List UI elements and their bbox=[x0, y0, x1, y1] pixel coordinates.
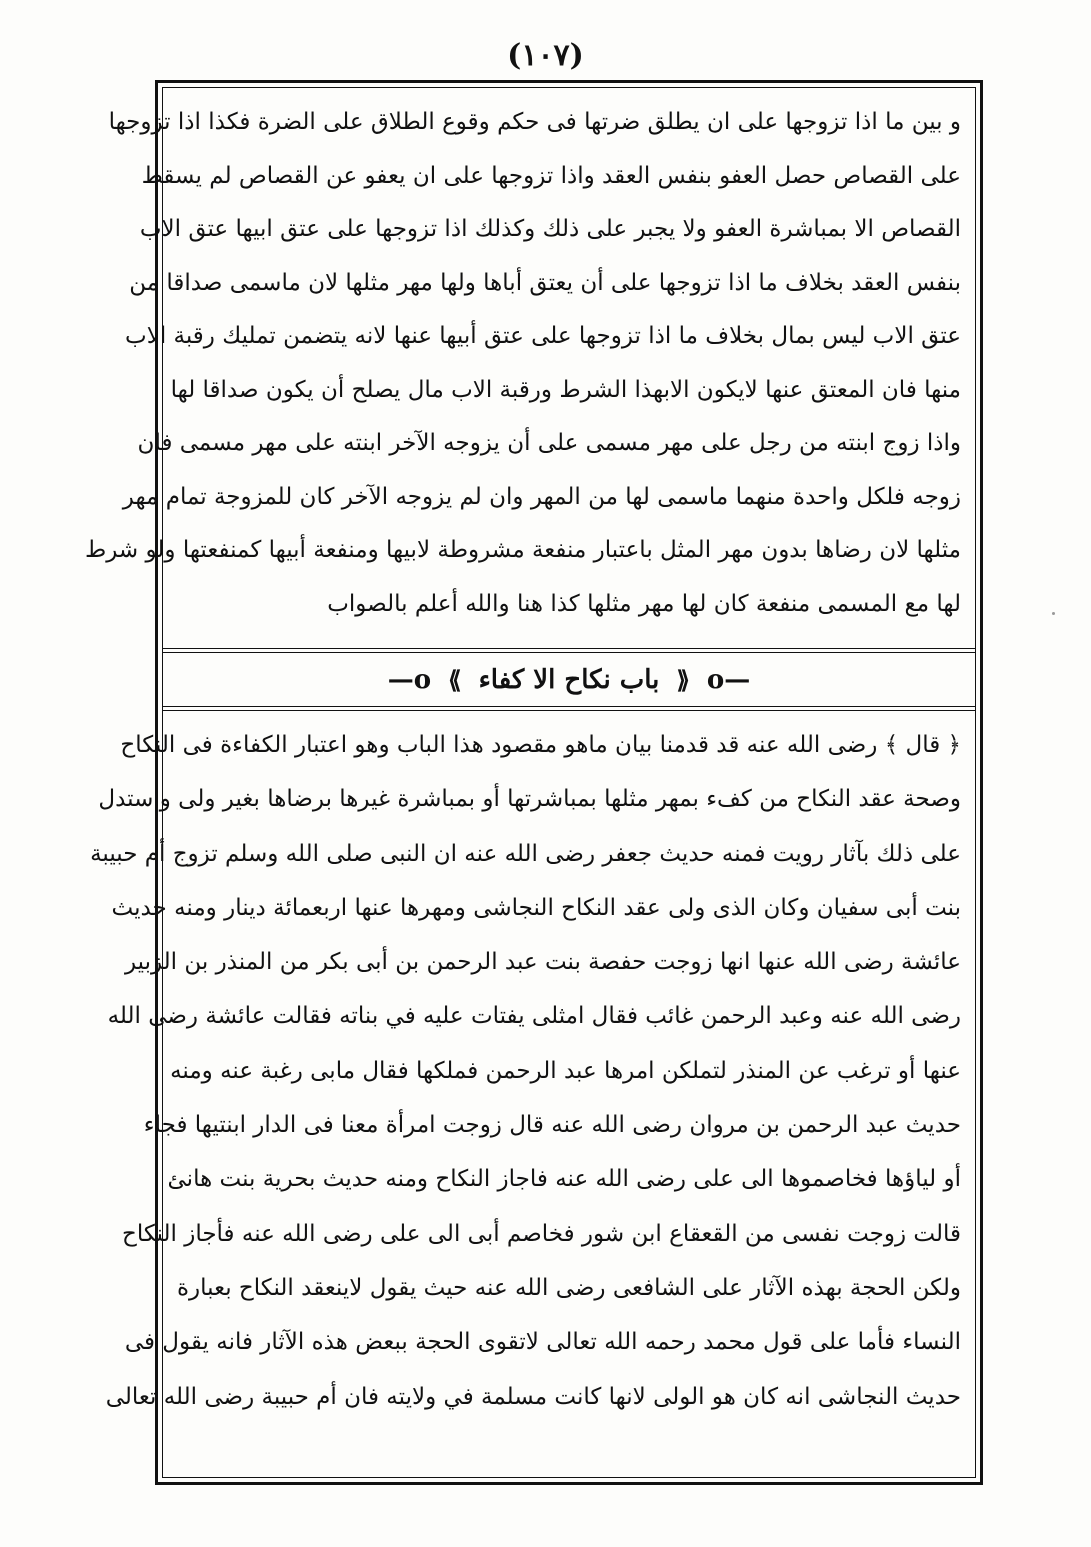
text-line: ﴿ قال ﴾ رضى الله عنه قد قدمنا بيان ماهو مقصود هذا الباب وهو اعتبار الكفاءة فى النكاح bbox=[120, 732, 961, 758]
margin-mark bbox=[1052, 612, 1055, 615]
text-line: حديث النجاشى انه كان هو الولى لانها كانت مسلمة في ولايته فان أم حبيبة رضى الله تعالى bbox=[105, 1383, 961, 1410]
page-frame bbox=[84, 80, 983, 1485]
text-line: منها فان المعتق عنها لايكون الابهذا الشرط ورقبة الاب مال يصلح أن يكون صداقا لها bbox=[170, 376, 961, 403]
divider bbox=[163, 706, 975, 707]
text-line: بنت أبى سفيان وكان الذى ولى عقد النكاح النجاشى ومهرها عنها اربعمائة دينار ومنه حديث bbox=[111, 894, 961, 921]
text-line: بنفس العقد بخلاف ما اذا تزوجها على أن يعتق أباها ولها مهر مثلها لان ماسمى صداقا من bbox=[129, 269, 961, 296]
text-line: زوجه فلكل واحدة منهما ماسمى لها من المهر وان لم يزوجه الآخر كان للمزوجة تمام مهر bbox=[122, 483, 961, 510]
text-line: رضى الله عنه وعبد الرحمن غائب فقال امثلى يفتات عليه في بناته فقالت عائشة رضى الله bbox=[107, 1003, 961, 1030]
ornament-icon: ⟪ bbox=[676, 665, 690, 694]
text-line: مثلها لان رضاها بدون مهر المثل باعتبار منفعة مشروطة لابيها ومنفعة أبيها كمنفعتها ولو شرط bbox=[84, 537, 961, 563]
page-frame-inner bbox=[84, 87, 976, 1478]
chapter-heading bbox=[163, 656, 975, 704]
text-line: عائشة رضى الله عنها انها زوجت حفصة بنت عبد الرحمن بن أبى بكر من المنذر بن الزبير bbox=[124, 949, 961, 976]
text-line: عتق الاب ليس بمال بخلاف ما اذا تزوجها على عتق أبيها عنها لانه يتضمن تمليك رقبة الاب bbox=[125, 323, 961, 349]
text-line: و بين ما اذا تزوجها على ان يطلق ضرتها فى حكم وقوع الطلاق على الضرة فكذا اذا تزوجها bbox=[108, 109, 961, 135]
text-line: واذا زوج ابنته من رجل على مهر مسمى على أن يزوجه الآخر ابنته على مهر مسمى فان bbox=[137, 430, 961, 456]
heading-dash-left: o— bbox=[387, 665, 432, 695]
divider bbox=[163, 648, 975, 649]
page-number: (١٠٧) bbox=[507, 38, 584, 73]
text-line: على القصاص حصل العفو بنفس العقد واذا تزوجها على ان يعفو عن القصاص لم يسقط bbox=[141, 162, 961, 189]
text-line: أو لياؤها فخاصموها الى على رضى الله عنه فاجاز النكاح ومنه حديث بحرية بنت هانئ bbox=[167, 1166, 961, 1193]
text-line: وصحة عقد النكاح من كفء بمهر مثلها بمباشرتها أو بمباشرة غيرها برضاها بغير ولى واستدل bbox=[98, 786, 961, 813]
divider bbox=[163, 652, 975, 653]
text-line: ولكن الحجة بهذه الآثار على الشافعى رضى الله عنه حيث يقول لاينعقد النكاح بعبارة bbox=[177, 1274, 961, 1301]
text-line: لها مع المسمى منفعة كان لها مهر مثلها كذا هنا والله أعلم بالصواب bbox=[327, 590, 961, 617]
text-line: القصاص الا بمباشرة العفو ولا يجبر على ذلك وكذلك اذا تزوجها على عتق ابيها عتق الاب bbox=[139, 216, 961, 242]
text-line: قالت زوجت نفسى من القعقاع ابن شور فخاصم أبى الى على رضى الله عنه فأجاز النكاح bbox=[122, 1220, 961, 1247]
chapter-title: باب نكاح الا كفاء bbox=[478, 665, 660, 695]
text-line: على ذلك بآثار رويت فمنه حديث جعفر رضى الله عنه ان النبى صلى الله وسلم تزوج أم حبيبة bbox=[90, 840, 961, 867]
text-line: عنها أو ترغب عن المنذر لتملكن امرها عبد الرحمن فملكها فقال مابى رغبة عنه ومنه bbox=[170, 1057, 961, 1084]
top-paragraph bbox=[84, 96, 961, 631]
text-line: حديث عبد الرحمن بن مروان رضى الله عنه قال زوجت امرأة معنا فى الدار ابنتيها فجاء bbox=[143, 1112, 961, 1139]
divider bbox=[163, 710, 975, 711]
bottom-paragraph bbox=[90, 718, 961, 1424]
text-line: النساء فأما على قول محمد رحمه الله تعالى لاتقوى الحجة ببعض هذه الآثار فانه يقول فى bbox=[124, 1329, 961, 1356]
ornament-icon: ⟫ bbox=[448, 665, 462, 694]
heading-dash-right: —o bbox=[706, 665, 751, 695]
